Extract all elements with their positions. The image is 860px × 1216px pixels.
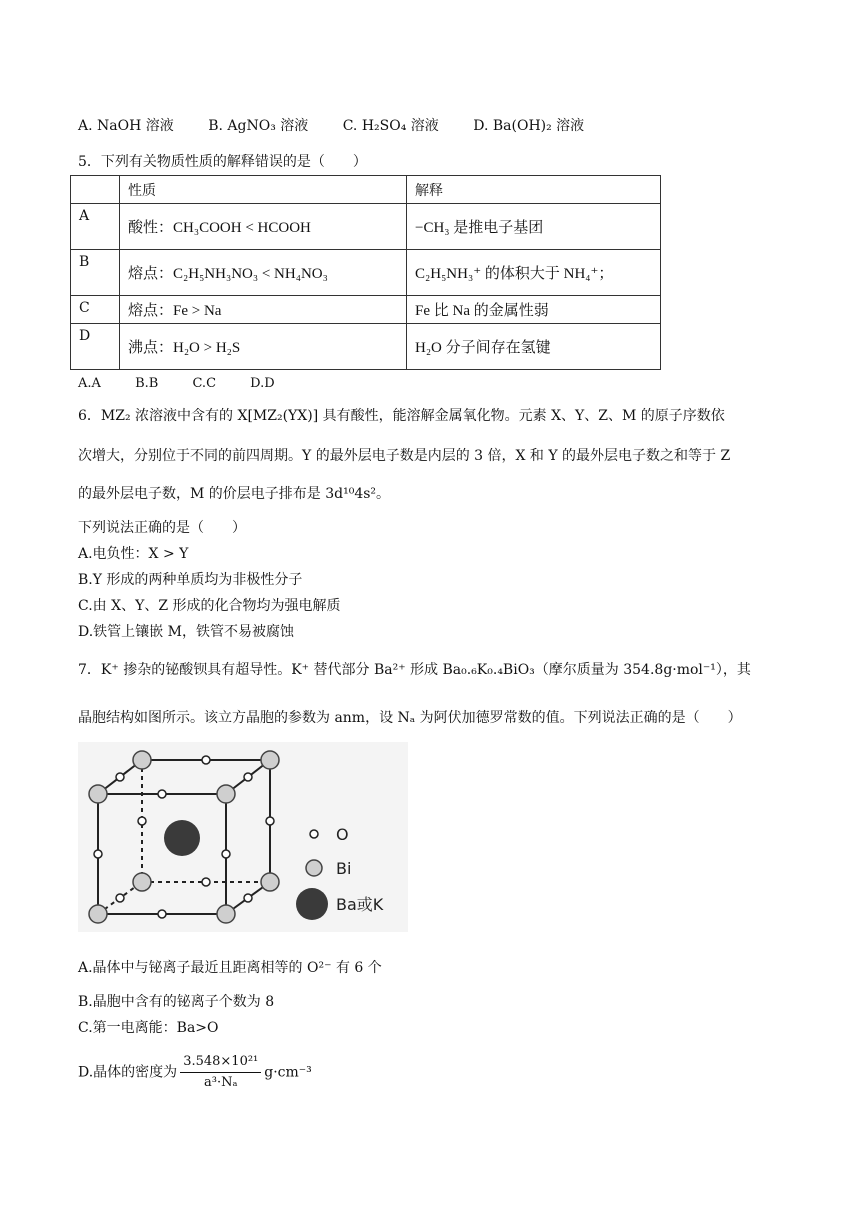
density-unit: g·cm⁻³	[264, 1064, 312, 1081]
o-atom	[244, 894, 252, 902]
o-atom	[116, 894, 124, 902]
bi-atom	[133, 873, 151, 891]
q4-option-c: C. H₂SO₄ 溶液	[342, 118, 439, 134]
o-atom	[116, 773, 124, 781]
q4-option-d: D. Ba(OH)₂ 溶液	[473, 118, 585, 134]
q5-row-explanation: H₂O 分子间存在氢键	[407, 324, 661, 370]
q5-header-property: 性质	[120, 176, 407, 204]
q6-option-b: B.Y 形成的两种单质均为非极性分子	[78, 572, 303, 588]
bi-atom	[89, 785, 107, 803]
legend-bak-symbol	[296, 888, 328, 920]
q5-option-a: A.A	[78, 376, 101, 391]
legend-o-symbol	[310, 830, 318, 838]
bi-atom	[261, 751, 279, 769]
legend-bi-symbol	[306, 860, 322, 876]
o-atom	[266, 817, 274, 825]
q7-option-c: C.第一电离能：Ba>O	[78, 1020, 219, 1036]
q6-option-c: C.由 X、Y、Z 形成的化合物均为强电解质	[78, 598, 341, 614]
ba-k-atom	[164, 820, 200, 856]
q5-row-property: 沸点：H₂O > H₂S	[120, 324, 407, 370]
o-atom	[202, 878, 210, 886]
density-denominator: a³·Nₐ	[203, 1075, 238, 1090]
q5-option-c: C.C	[192, 376, 217, 391]
q7-stem-line1: 7．K⁺ 掺杂的铋酸钡具有超导性。K⁺ 替代部分 Ba²⁺ 形成 Ba₀.₆K₀.₄BiO₃（摩尔质量为 354.8g·mol⁻¹），其	[78, 662, 751, 678]
q5-row-explanation: C₂H₅NH₃⁺ 的体积大于 NH₄⁺；	[407, 250, 661, 296]
o-atom	[138, 817, 146, 825]
o-atom	[158, 790, 166, 798]
q5-header-explanation: 解释	[407, 176, 661, 204]
bi-atom	[217, 785, 235, 803]
q7-option-a: A.晶体中与铋离子最近且距离相等的 O²⁻ 有 6 个	[78, 960, 382, 976]
q5-row-label: D	[71, 324, 120, 370]
q5-row-b	[71, 250, 661, 296]
q5-header-blank	[71, 176, 120, 204]
q4-options	[78, 116, 614, 136]
q5-option-d: D.D	[250, 376, 275, 391]
q6-stem-line3: 的最外层电子数，M 的价层电子排布是 3d¹⁰4s²。	[78, 486, 391, 502]
q5-row-label: C	[71, 296, 120, 324]
q5-row-explanation: Fe 比 Na 的金属性弱	[407, 296, 661, 324]
q5-row-d	[71, 324, 661, 370]
q6-stem-line1: 6．MZ₂ 浓溶液中含有的 X[MZ₂(YX)] 具有酸性，能溶解金属氧化物。元素 X、Y、Z、M 的原子序数依	[78, 408, 725, 424]
o-atom	[222, 850, 230, 858]
q5-row-label: A	[71, 204, 120, 250]
q7-option-d	[78, 1052, 312, 1093]
q5-options	[78, 374, 305, 394]
q5-stem: 5．下列有关物质性质的解释错误的是（ ）	[78, 154, 367, 170]
q5-row-a	[71, 204, 661, 250]
legend-o-label: O	[336, 825, 349, 844]
q7-option-d-prefix: D.晶体的密度为	[78, 1064, 178, 1081]
q5-row-c	[71, 296, 661, 324]
q5-row-label: B	[71, 250, 120, 296]
q6-option-a: A.电负性：X > Y	[78, 546, 189, 562]
q5-row-explanation: −CH₃ 是推电子基团	[407, 204, 661, 250]
density-numerator: 3.548×10²¹	[180, 1052, 261, 1073]
bi-atom	[89, 905, 107, 923]
bi-atom	[261, 873, 279, 891]
q7-stem-line2: 晶胞结构如图所示。该立方晶胞的参数为 anm，设 Nₐ 为阿伏加德罗常数的值。下列说法正确的是（ ）	[78, 710, 742, 726]
q6-stem-line2: 次增大，分别位于不同的前四周期。Y 的最外层电子数是内层的 3 倍，X 和 Y 的最外层电子数之和等于 Z	[78, 448, 731, 464]
q5-option-b: B.B	[135, 376, 159, 391]
q6-prompt: 下列说法正确的是（ ）	[78, 520, 246, 536]
bi-atom	[133, 751, 151, 769]
unit-cell-figure	[78, 742, 408, 932]
o-atom	[94, 850, 102, 858]
q5-row-property: 熔点：Fe > Na	[120, 296, 407, 324]
q5-header-row	[71, 176, 661, 204]
q5-table	[70, 175, 661, 370]
legend-bi-label: Bi	[336, 859, 352, 878]
q4-option-b: B. AgNO₃ 溶液	[208, 118, 309, 134]
q7-option-b: B.晶胞中含有的铋离子个数为 8	[78, 994, 275, 1010]
q6-option-d: D.铁管上镶嵌 M，铁管不易被腐蚀	[78, 624, 294, 640]
q4-option-a: A. NaOH 溶液	[78, 118, 174, 134]
unit-cell-diagram	[78, 742, 408, 932]
o-atom	[244, 773, 252, 781]
bi-atom	[217, 905, 235, 923]
q5-row-property: 熔点：C₂H₅NH₃NO₃ < NH₄NO₃	[120, 250, 407, 296]
o-atom	[158, 910, 166, 918]
o-atom	[202, 756, 210, 764]
q5-row-property: 酸性：CH₃COOH < HCOOH	[120, 204, 407, 250]
legend-bak-label: Ba或K	[336, 895, 384, 914]
density-fraction	[180, 1052, 261, 1093]
